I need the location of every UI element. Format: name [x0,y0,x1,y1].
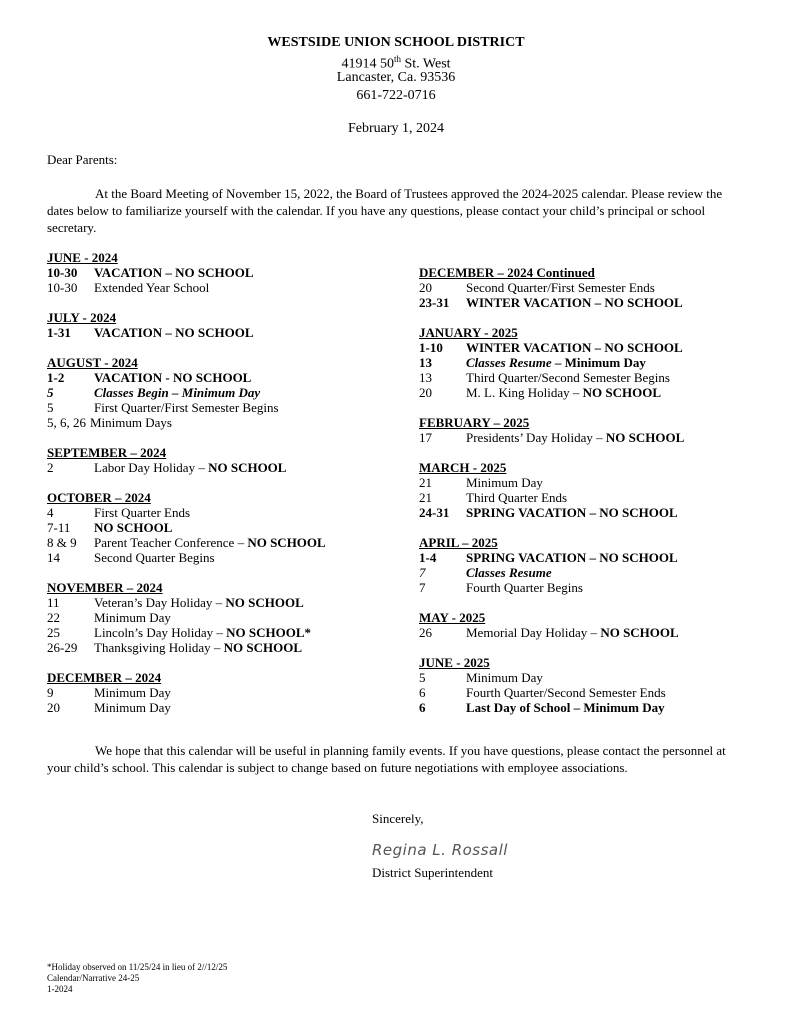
section-title: JUNE - 2024 [47,250,118,265]
entry-text: Second Quarter/First Semester Ends [466,280,655,295]
entry-date: 1-4 [419,550,437,565]
entry-description [466,370,670,385]
entry-date: 9 [47,685,54,700]
section-title: MARCH - 2025 [419,460,507,475]
entry-description [94,265,254,280]
calendar-section [419,325,749,400]
entry-description [94,685,171,700]
address-ordinal: th [393,54,401,64]
entry-text: NO SCHOOL [208,460,287,475]
entry-date: 10-30 [47,280,78,295]
signature: Regina L. Rossall [372,841,508,859]
entry-description [94,640,302,655]
document-name: Calendar/Narrative 24-25 [47,973,140,983]
entry-text: NO SCHOOL [223,640,303,655]
entry-text: Minimum Day [94,685,171,700]
entry-description [466,580,583,595]
calendar-section [419,265,749,310]
street-address [0,52,792,72]
entry-text: VACATION – NO SCHOOL [94,265,254,280]
entry-description [466,670,543,685]
entry-text: Fourth Quarter/Second Semester Ends [466,685,666,700]
section-title: NOVEMBER – 2024 [47,580,163,595]
calendar-section [47,580,377,655]
entry-text: Last Day of School – Minimum Day [466,700,665,715]
calendar-right-column [419,265,749,730]
entry-text: SPRING VACATION – NO SCHOOL [466,550,678,565]
calendar-entry [47,520,377,535]
entry-date: 8 & 9 [47,535,77,550]
entry-date: 5, 6, 26 [47,415,86,430]
entry-date: 7-11 [47,520,71,535]
entry-date: 22 [47,610,60,625]
phone-line: 661-722-0716 [356,88,436,103]
section-title: DECEMBER – 2024 [47,670,162,685]
calendar-entry [47,505,377,520]
calendar-section [47,445,377,475]
entry-date: 4 [47,505,54,520]
entry-text: Memorial Day Holiday – [466,625,601,640]
calendar-entry [419,340,749,355]
calendar-entry [419,280,749,295]
entry-text: Third Quarter Ends [466,490,568,505]
entry-date: 1-2 [47,370,65,385]
entry-text: NO SCHOOL* [226,625,312,640]
entry-date: 23-31 [419,295,450,310]
entry-description [466,550,678,565]
calendar-entry [47,700,377,715]
entry-description [90,415,172,430]
closing-paragraph [47,742,747,776]
entry-description [94,550,215,565]
entry-text: Veteran’s Day Holiday – [94,595,226,610]
entry-description [94,700,171,715]
entry-description [94,625,311,640]
entry-text: SPRING VACATION – NO SCHOOL [466,505,678,520]
calendar-entry [47,370,377,385]
calendar-entry [419,670,749,685]
calendar-entry [47,280,377,295]
greeting: Dear Parents: [47,152,118,167]
entry-text: NO SCHOOL [582,385,662,400]
entry-date: 13 [419,355,432,370]
entry-date: 7 [419,580,426,595]
entry-description [94,610,171,625]
section-title: JULY - 2024 [47,310,117,325]
entry-text: WINTER VACATION – NO SCHOOL [466,295,683,310]
entry-date: 5 [47,400,54,415]
entry-text: Classes Resume [466,355,552,370]
section-title: JUNE - 2025 [419,655,490,670]
calendar-entry [47,265,377,280]
calendar-entry [47,595,377,610]
entry-text: WINTER VACATION – NO SCHOOL [466,340,683,355]
calendar-entry [419,430,749,445]
entry-date: 20 [419,280,432,295]
calendar-entry [419,700,749,715]
calendar-entry [419,550,749,565]
calendar-entry [47,400,377,415]
calendar-section [419,535,749,595]
entry-date: 26-29 [47,640,78,655]
entry-text: Lincoln’s Day Holiday – [94,625,227,640]
calendar-entry [47,550,377,565]
entry-date: 21 [419,475,432,490]
calendar-section [419,655,749,715]
entry-description [94,460,286,475]
entry-text: Minimum Day [466,475,543,490]
entry-text: Fourth Quarter Begins [466,580,583,595]
entry-description [466,430,684,445]
section-title: APRIL – 2025 [419,535,498,550]
entry-text: – Minimum Day [551,355,646,370]
calendar-entry [47,640,377,655]
entry-description [466,295,683,310]
entry-date: 26 [419,625,432,640]
calendar-entry [419,580,749,595]
entry-text: Classes Begin – Minimum Day [94,385,261,400]
calendar-entry [419,385,749,400]
calendar-section [419,415,749,445]
entry-description [94,370,251,385]
entry-date: 7 [419,565,426,580]
entry-text: Minimum Day [466,670,543,685]
calendar-entry [47,460,377,475]
entry-description [94,325,254,340]
entry-description [466,355,646,370]
entry-date: 1-10 [419,340,443,355]
entry-date: 6 [419,700,426,715]
entry-text: VACATION - NO SCHOOL [94,370,252,385]
entry-text: Minimum Days [90,415,172,430]
section-title: MAY - 2025 [419,610,486,625]
entry-date: 10-30 [47,265,78,280]
calendar-entry [419,355,749,370]
calendar-entry [419,505,749,520]
entry-description [466,625,679,640]
entry-description [466,565,552,580]
address-street: St. West [400,56,451,72]
entry-description [466,685,666,700]
entry-description [94,520,172,535]
section-title: FEBRUARY – 2025 [419,415,530,430]
entry-text: Extended Year School [94,280,210,295]
entry-date: 1-31 [47,325,71,340]
entry-text: First Quarter/First Semester Begins [94,400,279,415]
entry-date: 6 [419,685,426,700]
calendar-entry [419,490,749,505]
calendar-entry [47,685,377,700]
calendar-entry [47,625,377,640]
entry-date: 5 [47,385,54,400]
entry-text: Parent Teacher Conference – [94,535,248,550]
calendar-entry [47,325,377,340]
entry-description [466,340,683,355]
entry-date: 13 [419,370,432,385]
district-name: WESTSIDE UNION SCHOOL DISTRICT [267,35,525,50]
letter-date: February 1, 2024 [347,121,445,136]
entry-text: Second Quarter Begins [94,550,215,565]
entry-description [94,535,326,550]
entry-date: 25 [47,625,60,640]
entry-description [466,280,655,295]
calendar-section [47,310,377,340]
calendar-entry [47,610,377,625]
intro-text: At the Board Meeting of November 15, 2022, the Board of Trustees approved the 2024-2025 calendar. Please review the dates below to familiarize yourself with the calendar. If you have any questions, please contact your child’s principal or school secretary. [47,186,723,235]
entry-text: Minimum Day [94,610,171,625]
entry-text: VACATION – NO SCHOOL [94,325,254,340]
entry-text: Third Quarter/Second Semester Begins [466,370,670,385]
entry-text: Classes Resume [466,565,552,580]
entry-description [94,385,260,400]
footnote: *Holiday observed on 11/25/24 in lieu of 2//12/25 [47,962,228,972]
entry-description [94,280,209,295]
entry-text: Thanksgiving Holiday – [94,640,224,655]
calendar-section [47,490,377,565]
section-title: JANUARY - 2025 [419,325,518,340]
section-title: SEPTEMBER – 2024 [47,445,167,460]
entry-date: 20 [47,700,60,715]
calendar-entry [47,415,377,430]
sign-off: Sincerely, [372,811,424,826]
entry-description [466,475,543,490]
entry-description [466,490,567,505]
intro-paragraph [47,185,747,236]
entry-description [94,595,304,610]
calendar-entry [419,475,749,490]
entry-text: Presidents’ Day Holiday – [466,430,606,445]
entry-text: NO SCHOOL [94,520,173,535]
entry-description [466,385,661,400]
entry-description [466,505,678,520]
calendar-entry [419,370,749,385]
closing-text: We hope that this calendar will be useful in planning family events. If you have questions, please contact the personnel at your child’s school. This calendar is subject to change based on future negotiations with employee associations. [47,743,726,775]
calendar-entry [47,385,377,400]
calendar-section [419,460,749,520]
signer-title: District Superintendent [372,865,493,880]
entry-date: 20 [419,385,432,400]
entry-date: 5 [419,670,426,685]
calendar-section [47,670,377,715]
entry-text: NO SCHOOL [600,625,679,640]
document-code: 1-2024 [47,984,73,994]
section-title: OCTOBER – 2024 [47,490,151,505]
entry-date: 11 [47,595,60,610]
address-number: 41914 50 [341,56,394,72]
entry-date: 17 [419,430,432,445]
calendar-section [47,250,377,295]
entry-text: NO SCHOOL [225,595,304,610]
entry-text: NO SCHOOL [247,535,326,550]
section-title: AUGUST - 2024 [47,355,138,370]
section-title: DECEMBER – 2024 Continued [419,265,595,280]
entry-description [94,505,190,520]
entry-text: M. L. King Holiday – [466,385,583,400]
calendar-entry [419,685,749,700]
calendar-entry [419,295,749,310]
calendar-entry [419,625,749,640]
calendar-section [47,355,377,430]
entry-date: 2 [47,460,54,475]
entry-description [94,400,279,415]
calendar-section [419,610,749,640]
calendar-entry [419,565,749,580]
entry-text: NO SCHOOL [605,430,685,445]
entry-text: First Quarter Ends [94,505,191,520]
entry-date: 14 [47,550,60,565]
calendar-left-column [47,250,377,730]
calendar-entry [47,535,377,550]
city-line: Lancaster, Ca. 93536 [336,70,456,85]
entry-text: Minimum Day [94,700,171,715]
entry-date: 24-31 [419,505,450,520]
entry-date: 21 [419,490,432,505]
entry-description [466,700,665,715]
entry-text: Labor Day Holiday – [94,460,209,475]
